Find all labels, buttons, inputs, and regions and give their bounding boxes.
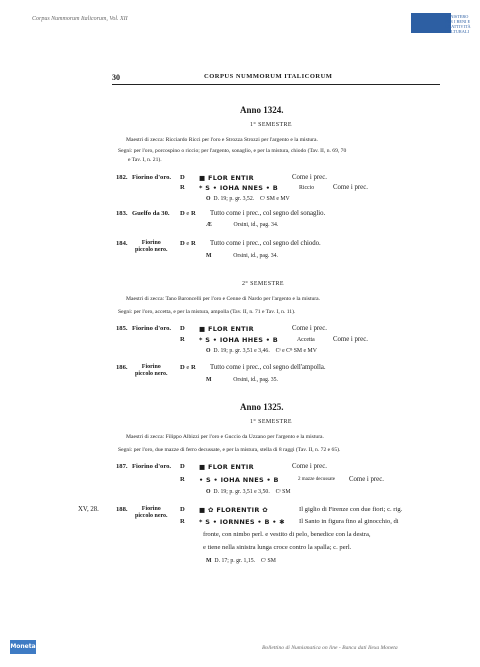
obverse-note: Come i prec. <box>292 463 327 470</box>
obverse-legend: ■ FLOR ENTIR <box>199 174 254 182</box>
entry-number: 183. <box>116 210 128 217</box>
reverse-description-cont: e tiene nella sinistra lunga croce contro la spalla; c. perl. <box>203 544 352 551</box>
reference-line: M Orsini, id., pag. 34. <box>206 253 278 259</box>
reference-line: M D. 17; p. gr. 1,15. Cˢ SM <box>206 558 276 564</box>
semester-heading: 2° SEMESTRE <box>242 281 284 287</box>
obverse-note: Come i prec. <box>292 325 327 332</box>
denomination: Fiorino d'oro. <box>132 325 172 332</box>
mint-mark: 2 mazze decussate <box>298 477 335 482</box>
marks-line-cont: e Tav. I, n. 21). <box>128 157 162 163</box>
reference-line: M Orsini, id., pag. 35. <box>206 377 278 383</box>
semester-heading: 1° SEMESTRE <box>250 419 292 425</box>
reverse-legend: * S • IORNNES • B • ✱ <box>199 518 286 526</box>
reverse-marker: R <box>180 184 185 191</box>
reverse-marker: R <box>180 336 185 343</box>
entry-number: 185. <box>116 325 128 332</box>
reverse-legend: * S • IOHA HHES • B <box>199 336 279 344</box>
reference-line: O D. 19; p. gr. 3,51 e 3,50. Cˢ SM <box>206 489 291 495</box>
reference-line: O D. 19; p. gr. 3,52. Cˢ SM e MV <box>206 196 290 202</box>
reverse-description-cont: fronte, con nimbo perl. e vestito di pelo, benedice con la destra, <box>203 531 371 538</box>
page-number: 30 <box>112 73 120 82</box>
reverse-legend: * S • IOHA NNES • B <box>199 184 279 192</box>
year-heading-1324: Anno 1324. <box>240 105 284 115</box>
reverse-description: Il Santo in figura fino al ginocchio, di <box>299 518 399 525</box>
denomination: Fiorino d'oro. <box>132 174 172 181</box>
denomination: Fiorino piccolo nero. <box>135 364 168 377</box>
marks-line: Segni: per l'oro, accetta, e per la mistura, ampolla (Tav. II, n. 71 e Tav. I, n. 11). <box>118 309 296 315</box>
obverse-marker: D <box>180 325 185 332</box>
mint-mark: Accetta <box>297 337 315 343</box>
obverse-marker: D e R <box>180 210 196 217</box>
entry-text: Tutto come i prec., col segno dell'ampolla. <box>210 364 326 371</box>
ministry-logo-text: MINISTERO PER I BENI E LE ATTIVITÀ CULTURALI <box>445 14 471 34</box>
obverse-description: Il giglio di Firenze con due fiori; c. rig. <box>299 506 403 513</box>
semester-heading: 1° SEMESTRE <box>250 122 292 128</box>
footer-text: Bollettino di Numismatica on line - Banca dati Ilexa Moneta <box>262 645 398 651</box>
journal-header: Corpus Nummorum Italicorum, Vol. XII <box>32 16 128 22</box>
obverse-legend: ■ FLOR ENTIR <box>199 463 254 471</box>
entry-number: 184. <box>116 240 128 247</box>
plate-reference: XV, 28. <box>78 506 99 513</box>
reverse-note: Come i prec. <box>349 476 384 483</box>
obverse-marker: D e R <box>180 364 196 371</box>
year-heading-1325: Anno 1325. <box>240 402 284 412</box>
entry-text: Tutto come i prec., col segno del sonaglio. <box>210 210 326 217</box>
marks-line: Segni: per l'oro, porcospino o riccio; per l'argento, sonaglio, e per la mistura, chiodo (Tav. II, n. 69, 70 <box>118 148 347 154</box>
denomination: Guelfo da 30. <box>132 210 170 217</box>
entry-number: 186. <box>116 364 128 371</box>
entry-text: Tutto come i prec., col segno del chiodo. <box>210 240 321 247</box>
masters-line: Maestri di zecca: Tano Baroncelli per l'oro e Cenne di Nardo per l'argento e la mistura. <box>126 296 321 302</box>
masters-line: Maestri di zecca: Ricciardo Ricci per l'oro e Strozza Strozzi per l'argento e la mistura. <box>126 137 318 143</box>
reference-line: O D. 19; p. gr. 3,51 e 3,46. Cˢ e Cᴮ SM e MV <box>206 348 317 354</box>
reverse-marker: R <box>180 476 185 483</box>
running-head: CORPUS NUMMORUM ITALICORUM <box>204 73 333 80</box>
entry-number: 188. <box>116 506 128 513</box>
obverse-marker: D e R <box>180 240 196 247</box>
marks-line: Segni: per l'oro, due mazze di ferro decussate, e per la mistura, stella di 8 raggi (Tav. II, n. 72 e 65). <box>118 447 341 453</box>
obverse-marker: D <box>180 463 185 470</box>
reverse-note: Come i prec. <box>333 336 368 343</box>
reverse-legend: • S • IOHA NNES • B <box>199 476 279 484</box>
denomination: Fiorino d'oro. <box>132 463 172 470</box>
obverse-marker: D <box>180 174 185 181</box>
denomination: Fiorino piccolo nero. <box>135 240 168 253</box>
entry-number: 187. <box>116 463 128 470</box>
masters-line: Maestri di zecca: Filippo Albizzi per l'oro e Guccio da Uzzano per l'argento e la mistura. <box>126 434 324 440</box>
moneta-logo: Moneta <box>10 640 36 654</box>
obverse-legend: ■ FLOR ENTIR <box>199 325 254 333</box>
reference-line: Æ Orsini, id., pag. 34. <box>206 222 279 228</box>
obverse-legend: ■ ✿ FLORENTIR ✿ <box>199 506 268 514</box>
denomination: Fiorino piccolo nero. <box>135 506 168 519</box>
reverse-note: Come i prec. <box>333 184 368 191</box>
entry-number: 182. <box>116 174 128 181</box>
reverse-marker: R <box>180 518 185 525</box>
obverse-note: Come i prec. <box>292 174 327 181</box>
mint-mark: Riccio <box>299 185 315 191</box>
obverse-marker: D <box>180 506 185 513</box>
header-rule <box>112 84 440 85</box>
